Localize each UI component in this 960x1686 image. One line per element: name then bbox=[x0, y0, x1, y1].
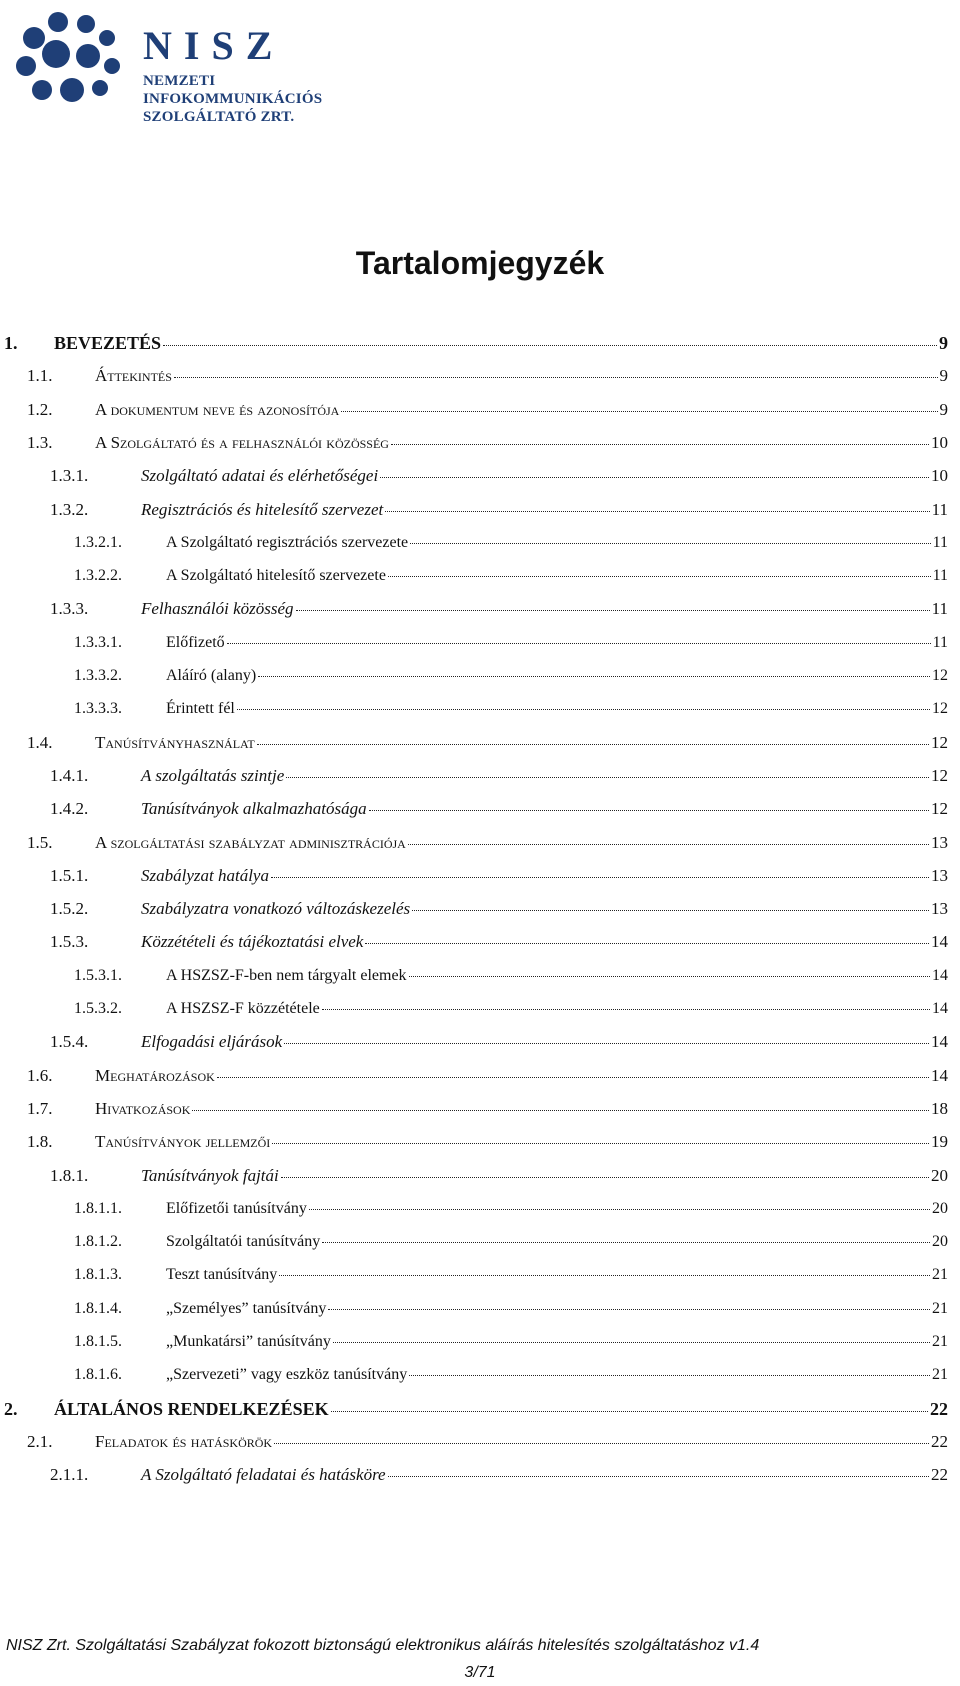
toc-entry[interactable] bbox=[0, 661, 948, 691]
toc-entry-page: 11 bbox=[932, 567, 948, 585]
toc-leader-dots bbox=[412, 909, 929, 911]
toc-entry[interactable] bbox=[0, 1394, 948, 1424]
toc-entry[interactable] bbox=[0, 1194, 948, 1224]
toc-leader-dots bbox=[328, 1308, 930, 1310]
toc-entry-number: 2.1. bbox=[27, 1431, 53, 1451]
toc-entry-title[interactable]: Érintett fél bbox=[166, 700, 235, 718]
toc-entry-page: 11 bbox=[932, 633, 948, 651]
toc-entry-number: 1.4.1. bbox=[50, 765, 89, 785]
toc-entry-title[interactable]: Meghatározások bbox=[95, 1065, 215, 1085]
toc-entry[interactable] bbox=[0, 461, 948, 491]
toc-entry-page: 21 bbox=[932, 1333, 948, 1350]
toc-leader-dots bbox=[174, 376, 938, 378]
toc-entry-number: 1.3.2.2. bbox=[74, 567, 122, 585]
toc-entry[interactable] bbox=[0, 1260, 948, 1290]
toc-leader-dots bbox=[309, 1208, 930, 1210]
toc-entry-title[interactable]: A HSZSZ-F közzététele bbox=[166, 1000, 320, 1017]
toc-entry-page: 14 bbox=[931, 1065, 948, 1085]
toc-entry-number: 2.1.1. bbox=[50, 1465, 89, 1485]
toc-entry-page: 21 bbox=[932, 1366, 948, 1384]
toc-leader-dots bbox=[237, 708, 930, 710]
toc-leader-dots bbox=[385, 510, 929, 512]
toc-entry-number: 1.4. bbox=[27, 732, 53, 752]
toc-entry-page: 22 bbox=[930, 1398, 948, 1419]
toc-entry-number: 1.8.1.1. bbox=[74, 1199, 122, 1217]
toc-entry-title[interactable]: Felhasználói közösség bbox=[141, 599, 294, 619]
toc-leader-dots bbox=[271, 876, 929, 878]
toc-entry-page: 14 bbox=[931, 932, 948, 952]
toc-entry-title[interactable]: Tanúsítványok fajtái bbox=[141, 1165, 279, 1185]
toc-entry[interactable] bbox=[0, 1094, 948, 1124]
toc-entry-number: 1.8.1.3. bbox=[74, 1266, 122, 1284]
toc-leader-dots bbox=[388, 575, 931, 577]
page-number: 3/71 bbox=[464, 1664, 496, 1681]
toc-entry-title[interactable]: Tanúsítványok jellemzői bbox=[95, 1132, 271, 1152]
toc-entry[interactable] bbox=[0, 861, 948, 891]
toc-entry-page: 12 bbox=[931, 732, 948, 752]
toc-leader-dots bbox=[408, 843, 929, 845]
toc-entry-number: 1.3. bbox=[27, 432, 53, 452]
toc-leader-dots bbox=[217, 1076, 929, 1078]
toc-leader-dots bbox=[192, 1109, 929, 1111]
toc-entry[interactable] bbox=[0, 1427, 948, 1457]
toc-entry-title[interactable]: A szolgáltatási szabályzat adminisztrációja bbox=[95, 832, 406, 852]
toc-leader-dots bbox=[279, 1274, 930, 1276]
toc-entry-title[interactable]: „Munkatársi” tanúsítvány bbox=[166, 1333, 331, 1350]
logo-line-1: NEMZETI INFOKOMMUNIKÁCIÓS bbox=[143, 73, 323, 107]
toc-entry[interactable] bbox=[0, 495, 948, 525]
toc-leader-dots bbox=[272, 1142, 929, 1144]
toc-entry-page: 11 bbox=[931, 599, 948, 619]
toc-entry-page: 13 bbox=[931, 865, 948, 885]
toc-entry-page: 9 bbox=[939, 366, 948, 386]
toc-entry-title[interactable]: Tanúsítványhasználat bbox=[95, 732, 255, 752]
toc-entry-page: 12 bbox=[932, 667, 948, 684]
toc-entry-number: 1.2. bbox=[27, 399, 53, 419]
page-title: Tartalomjegyzék bbox=[355, 245, 605, 281]
toc-entry-title[interactable]: Elfogadási eljárások bbox=[141, 1032, 283, 1052]
toc-entry[interactable] bbox=[0, 1294, 948, 1324]
toc-leader-dots bbox=[410, 542, 930, 544]
logo-line-2: SZOLGÁLTATÓ ZRT. bbox=[143, 109, 295, 125]
toc-entry-title[interactable]: A HSZSZ-F-ben nem tárgyalt elemek bbox=[166, 966, 407, 984]
toc-entry-page: 9 bbox=[939, 399, 948, 419]
toc-entry[interactable] bbox=[0, 794, 948, 824]
toc-entry-title[interactable]: A szolgáltatás szintje bbox=[141, 765, 285, 785]
toc-entry-number: 1.1. bbox=[27, 366, 53, 386]
toc-entry[interactable] bbox=[0, 961, 948, 991]
toc-entry-title[interactable]: Teszt tanúsítvány bbox=[166, 1266, 278, 1284]
toc-leader-dots bbox=[391, 443, 929, 445]
toc-entry[interactable] bbox=[0, 694, 948, 724]
toc-entry[interactable] bbox=[0, 894, 948, 924]
toc-leader-dots bbox=[365, 942, 929, 944]
toc-entry-title[interactable]: ÁLTALÁNOS RENDELKEZÉSEK bbox=[54, 1398, 329, 1419]
toc-entry-number: 1.5.3.2. bbox=[74, 1000, 122, 1017]
toc-entry-number: 1.3.3.3. bbox=[74, 700, 122, 718]
toc-entry[interactable] bbox=[0, 528, 948, 558]
toc-leader-dots bbox=[274, 1442, 929, 1444]
toc-leader-dots bbox=[369, 809, 929, 811]
toc-entry-number: 1.3.2.1. bbox=[74, 533, 122, 551]
toc-entry-number: 1.5.3. bbox=[50, 932, 89, 952]
toc-entry[interactable] bbox=[0, 561, 948, 591]
toc-leader-dots bbox=[284, 1042, 929, 1044]
toc-leader-dots bbox=[257, 743, 929, 745]
toc-entry[interactable] bbox=[0, 594, 948, 624]
toc-entry-number: 1.3.3.2. bbox=[74, 667, 122, 684]
toc-entry-page: 14 bbox=[931, 1032, 948, 1052]
toc-entry-page: 14 bbox=[932, 1000, 948, 1017]
toc-entry[interactable] bbox=[0, 728, 948, 758]
toc-entry-title[interactable]: Szolgáltatói tanúsítvány bbox=[166, 1233, 321, 1251]
toc-entry-title[interactable]: A Szolgáltató feladatai és hatásköre bbox=[141, 1465, 386, 1485]
toc-entry[interactable] bbox=[0, 1127, 948, 1157]
toc-leader-dots bbox=[163, 344, 937, 346]
toc-entry-number: 1.8.1.2. bbox=[74, 1233, 122, 1251]
toc-entry-page: 22 bbox=[931, 1465, 948, 1485]
toc-entry-number: 1.8.1.6. bbox=[74, 1366, 122, 1384]
toc-entry-page: 20 bbox=[931, 1165, 948, 1185]
toc-entry-title[interactable]: BEVEZETÉS bbox=[54, 333, 162, 353]
toc-leader-dots bbox=[281, 1176, 929, 1178]
toc-entry[interactable] bbox=[0, 1327, 948, 1357]
toc-entry-page: 20 bbox=[932, 1199, 948, 1217]
toc-entry[interactable] bbox=[0, 328, 948, 358]
toc-entry-number: 1.5.1. bbox=[50, 865, 89, 885]
toc-entry-title[interactable]: Aláíró (alany) bbox=[166, 667, 257, 684]
nisz-logo-dots-icon bbox=[12, 8, 132, 112]
toc-entry-number: 1.3.3. bbox=[50, 599, 89, 619]
toc-leader-dots bbox=[341, 410, 937, 412]
toc-entry-page: 9 bbox=[939, 333, 948, 353]
toc-entry-title[interactable]: A Szolgáltató regisztrációs szervezete bbox=[166, 533, 409, 551]
toc-entry-number: 1.5.3.1. bbox=[74, 966, 122, 984]
toc-entry[interactable] bbox=[0, 628, 948, 658]
logo-name: NISZ bbox=[143, 23, 285, 68]
toc-entry[interactable] bbox=[0, 1161, 948, 1191]
toc-entry-page: 12 bbox=[931, 799, 948, 819]
toc-entry[interactable] bbox=[0, 927, 948, 957]
toc-entry-page: 10 bbox=[931, 432, 948, 452]
toc-entry-title[interactable]: „Személyes” tanúsítvány bbox=[166, 1299, 327, 1317]
toc-entry-number: 1.8. bbox=[27, 1132, 53, 1152]
toc-entry-title[interactable]: Szolgáltató adatai és elérhetőségei bbox=[141, 466, 379, 486]
toc-leader-dots bbox=[258, 675, 930, 677]
toc-leader-dots bbox=[227, 642, 931, 644]
toc-entry-title[interactable]: A dokumentum neve és azonosítója bbox=[95, 399, 340, 419]
toc-leader-dots bbox=[296, 609, 930, 611]
toc-entry-number: 1.5. bbox=[27, 832, 53, 852]
toc-leader-dots bbox=[322, 1008, 930, 1010]
toc-leader-dots bbox=[322, 1241, 930, 1243]
nisz-logo bbox=[12, 8, 372, 125]
toc-entry-title[interactable]: Előfizetői tanúsítvány bbox=[166, 1199, 307, 1217]
footer-text: NISZ Zrt. Szolgáltatási Szabályzat fokozott biztonságú elektronikus aláírás hitelesítés szolgáltatáshoz v1.4 bbox=[6, 1637, 760, 1654]
toc-entry[interactable] bbox=[0, 761, 948, 791]
toc-entry-number: 1.7. bbox=[27, 1098, 53, 1118]
toc-entry-number: 1.8.1. bbox=[50, 1165, 89, 1185]
toc-entry-title[interactable]: „Szervezeti” vagy eszköz tanúsítvány bbox=[166, 1366, 408, 1384]
toc-entry-page: 21 bbox=[932, 1299, 948, 1317]
toc-entry-page: 10 bbox=[931, 466, 948, 486]
toc-leader-dots bbox=[409, 1374, 930, 1376]
toc-entry-number: 1.3.1. bbox=[50, 466, 89, 486]
toc-entry-title[interactable]: Közzétételi és tájékoztatási elvek bbox=[141, 932, 364, 952]
toc-entry-page: 12 bbox=[931, 765, 948, 785]
toc-entry[interactable] bbox=[0, 395, 948, 425]
toc-entry-page: 13 bbox=[931, 832, 948, 852]
toc-entry-number: 1.5.4. bbox=[50, 1032, 89, 1052]
toc-entry-number: 1.3.2. bbox=[50, 499, 89, 519]
toc-entry-page: 18 bbox=[931, 1098, 948, 1118]
toc-entry[interactable] bbox=[0, 1460, 948, 1490]
toc-entry-number: 1.3.3.1. bbox=[74, 633, 122, 651]
toc-leader-dots bbox=[331, 1410, 928, 1412]
toc-entry-title[interactable]: Áttekintés bbox=[95, 366, 172, 386]
toc-entry[interactable] bbox=[0, 428, 948, 458]
toc-entry-title[interactable]: A Szolgáltató hitelesítő szervezete bbox=[166, 567, 386, 585]
toc-entry-page: 19 bbox=[931, 1132, 948, 1152]
toc-entry[interactable] bbox=[0, 1027, 948, 1057]
toc-entry-title[interactable]: Feladatok és hatáskörök bbox=[95, 1431, 273, 1451]
toc-entry-page: 12 bbox=[932, 700, 948, 718]
toc-entry-page: 22 bbox=[931, 1431, 948, 1451]
toc-entry-title[interactable]: Szabályzatra vonatkozó változáskezelés bbox=[141, 899, 411, 919]
toc-entry-title[interactable]: Tanúsítványok alkalmazhatósága bbox=[141, 799, 367, 819]
toc-entry-number: 1.5.2. bbox=[50, 899, 89, 919]
toc-entry-title[interactable]: Előfizető bbox=[166, 633, 225, 651]
toc-entry[interactable] bbox=[0, 994, 948, 1024]
toc-leader-dots bbox=[286, 776, 929, 778]
toc-entry-title[interactable]: A Szolgáltató és a felhasználói közösség bbox=[95, 432, 389, 452]
logo-text bbox=[143, 23, 372, 126]
toc-leader-dots bbox=[409, 975, 930, 977]
toc-entry-page: 14 bbox=[932, 966, 948, 984]
toc-entry[interactable] bbox=[0, 361, 948, 391]
toc-entry-number: 1. bbox=[4, 333, 18, 353]
toc-entry-number: 1.4.2. bbox=[50, 799, 89, 819]
toc-leader-dots bbox=[388, 1475, 929, 1477]
toc-entry-number: 2. bbox=[4, 1398, 18, 1419]
toc-entry-page: 20 bbox=[932, 1233, 948, 1251]
toc-leader-dots bbox=[333, 1341, 930, 1343]
toc-entry[interactable] bbox=[0, 1227, 948, 1257]
toc-entry[interactable] bbox=[0, 828, 948, 858]
toc-entry-page: 13 bbox=[931, 899, 948, 919]
toc-entry-page: 11 bbox=[931, 499, 948, 519]
toc-entry-title[interactable]: Szabályzat hatálya bbox=[141, 865, 269, 885]
toc-entry-number: 1.8.1.5. bbox=[74, 1333, 122, 1350]
toc-entry-title[interactable]: Regisztrációs és hitelesítő szervezet bbox=[141, 499, 384, 519]
toc-entry-number: 1.6. bbox=[27, 1065, 53, 1085]
toc-entry-number: 1.8.1.4. bbox=[74, 1299, 122, 1317]
toc-entry-page: 11 bbox=[932, 533, 948, 551]
toc-leader-dots bbox=[380, 476, 929, 478]
toc-entry-page: 21 bbox=[932, 1266, 948, 1284]
toc-entry[interactable] bbox=[0, 1061, 948, 1091]
toc-entry-title[interactable]: Hivatkozások bbox=[95, 1098, 191, 1118]
toc-entry[interactable] bbox=[0, 1360, 948, 1390]
